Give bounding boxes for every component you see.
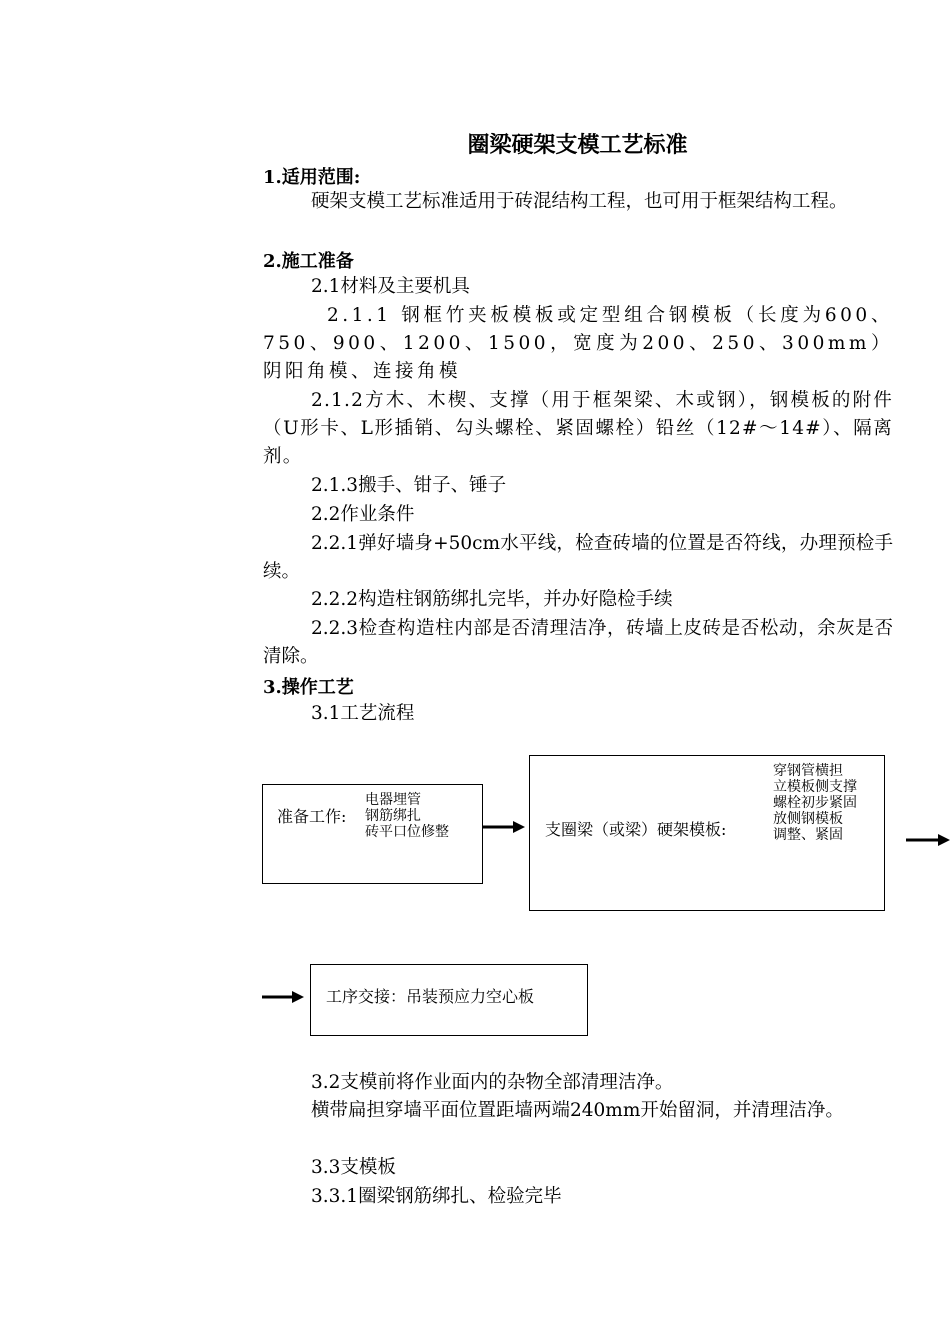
section-3-heading: 3.操作工艺 [263,677,354,698]
flow-box-handover [310,964,588,1036]
paragraph-2-1-1: 2.1.1 钢框竹夹板模板或定型组合钢模板（长度为600、750、900、1200、1500，宽度为200、250、300mm）阴阳角模、连接角模 [263,305,893,382]
paragraph-3-2-b: 横带扁担穿墙平面位置距墙两端240mm开始留洞，并清理洁净。 [311,1100,844,1121]
paragraph-2-1-2: 2.1.2方木、木楔、支撑（用于框架梁、木或钢），钢模板的附件（U形卡、L形插销、勾头螺栓、紧固螺栓）铅丝（12#～14#）、隔离剂。 [263,390,893,467]
paragraph-3-3: 3.3支模板 [311,1157,396,1178]
paragraph-2-2-1: 2.2.1弹好墙身+50cm水平线，检查砖墙的位置是否符线，办理预检手续。 [263,533,893,582]
flow-box-formwork-item: 穿钢管横担 [773,763,843,779]
flow-box-preparation [262,784,483,884]
flow-arrow-3 [262,988,306,1006]
section-1-heading: 1.适用范围: [263,167,361,188]
flow-box-handover-label: 工序交接：吊装预应力空心板 [326,987,535,1006]
section-2-heading: 2.施工准备 [263,251,354,272]
flow-box-preparation-item: 钢筋绑扎 [365,808,421,824]
flow-arrow-1 [483,818,527,836]
paragraph-2-2-2: 2.2.2构造柱钢筋绑扎完毕，并办好隐检手续 [311,589,673,610]
flow-box-formwork-item: 立模板侧支撑 [773,779,857,795]
paragraph-3-2: 3.2支模前将作业面内的杂物全部清理洁净。 [311,1072,674,1093]
paragraph-2-2: 2.2作业条件 [311,504,415,525]
flow-box-formwork-label: 支圈梁（或梁）硬架模板: [545,820,727,839]
paragraph-2-2-3: 2.2.3检查构造柱内部是否清理洁净，砖墙上皮砖是否松动，余灰是否清除。 [263,618,893,667]
flow-box-formwork-item: 放侧钢模板 [773,811,843,827]
paragraph-3-1: 3.1工艺流程 [311,703,415,724]
section-1-text: 硬架支模工艺标准适用于砖混结构工程，也可用于框架结构工程。 [311,191,848,212]
flow-box-formwork [529,755,885,911]
paragraph-3-3-1: 3.3.1圈梁钢筋绑扎、检验完毕 [311,1186,562,1207]
flow-box-preparation-label: 准备工作: [277,807,347,826]
flow-arrow-2 [906,831,950,849]
paragraph-2-1-3: 2.1.3搬手、钳子、锤子 [311,475,507,496]
flow-box-formwork-item: 螺栓初步紧固 [773,795,857,811]
flow-box-preparation-item: 砖平口位修整 [365,824,449,840]
flow-box-formwork-item: 调整、紧固 [773,827,843,843]
flow-box-preparation-item: 电器埋管 [365,792,421,808]
paragraph-2-1: 2.1材料及主要机具 [311,276,470,297]
page-title: 圈梁硬架支模工艺标准 [467,132,688,158]
